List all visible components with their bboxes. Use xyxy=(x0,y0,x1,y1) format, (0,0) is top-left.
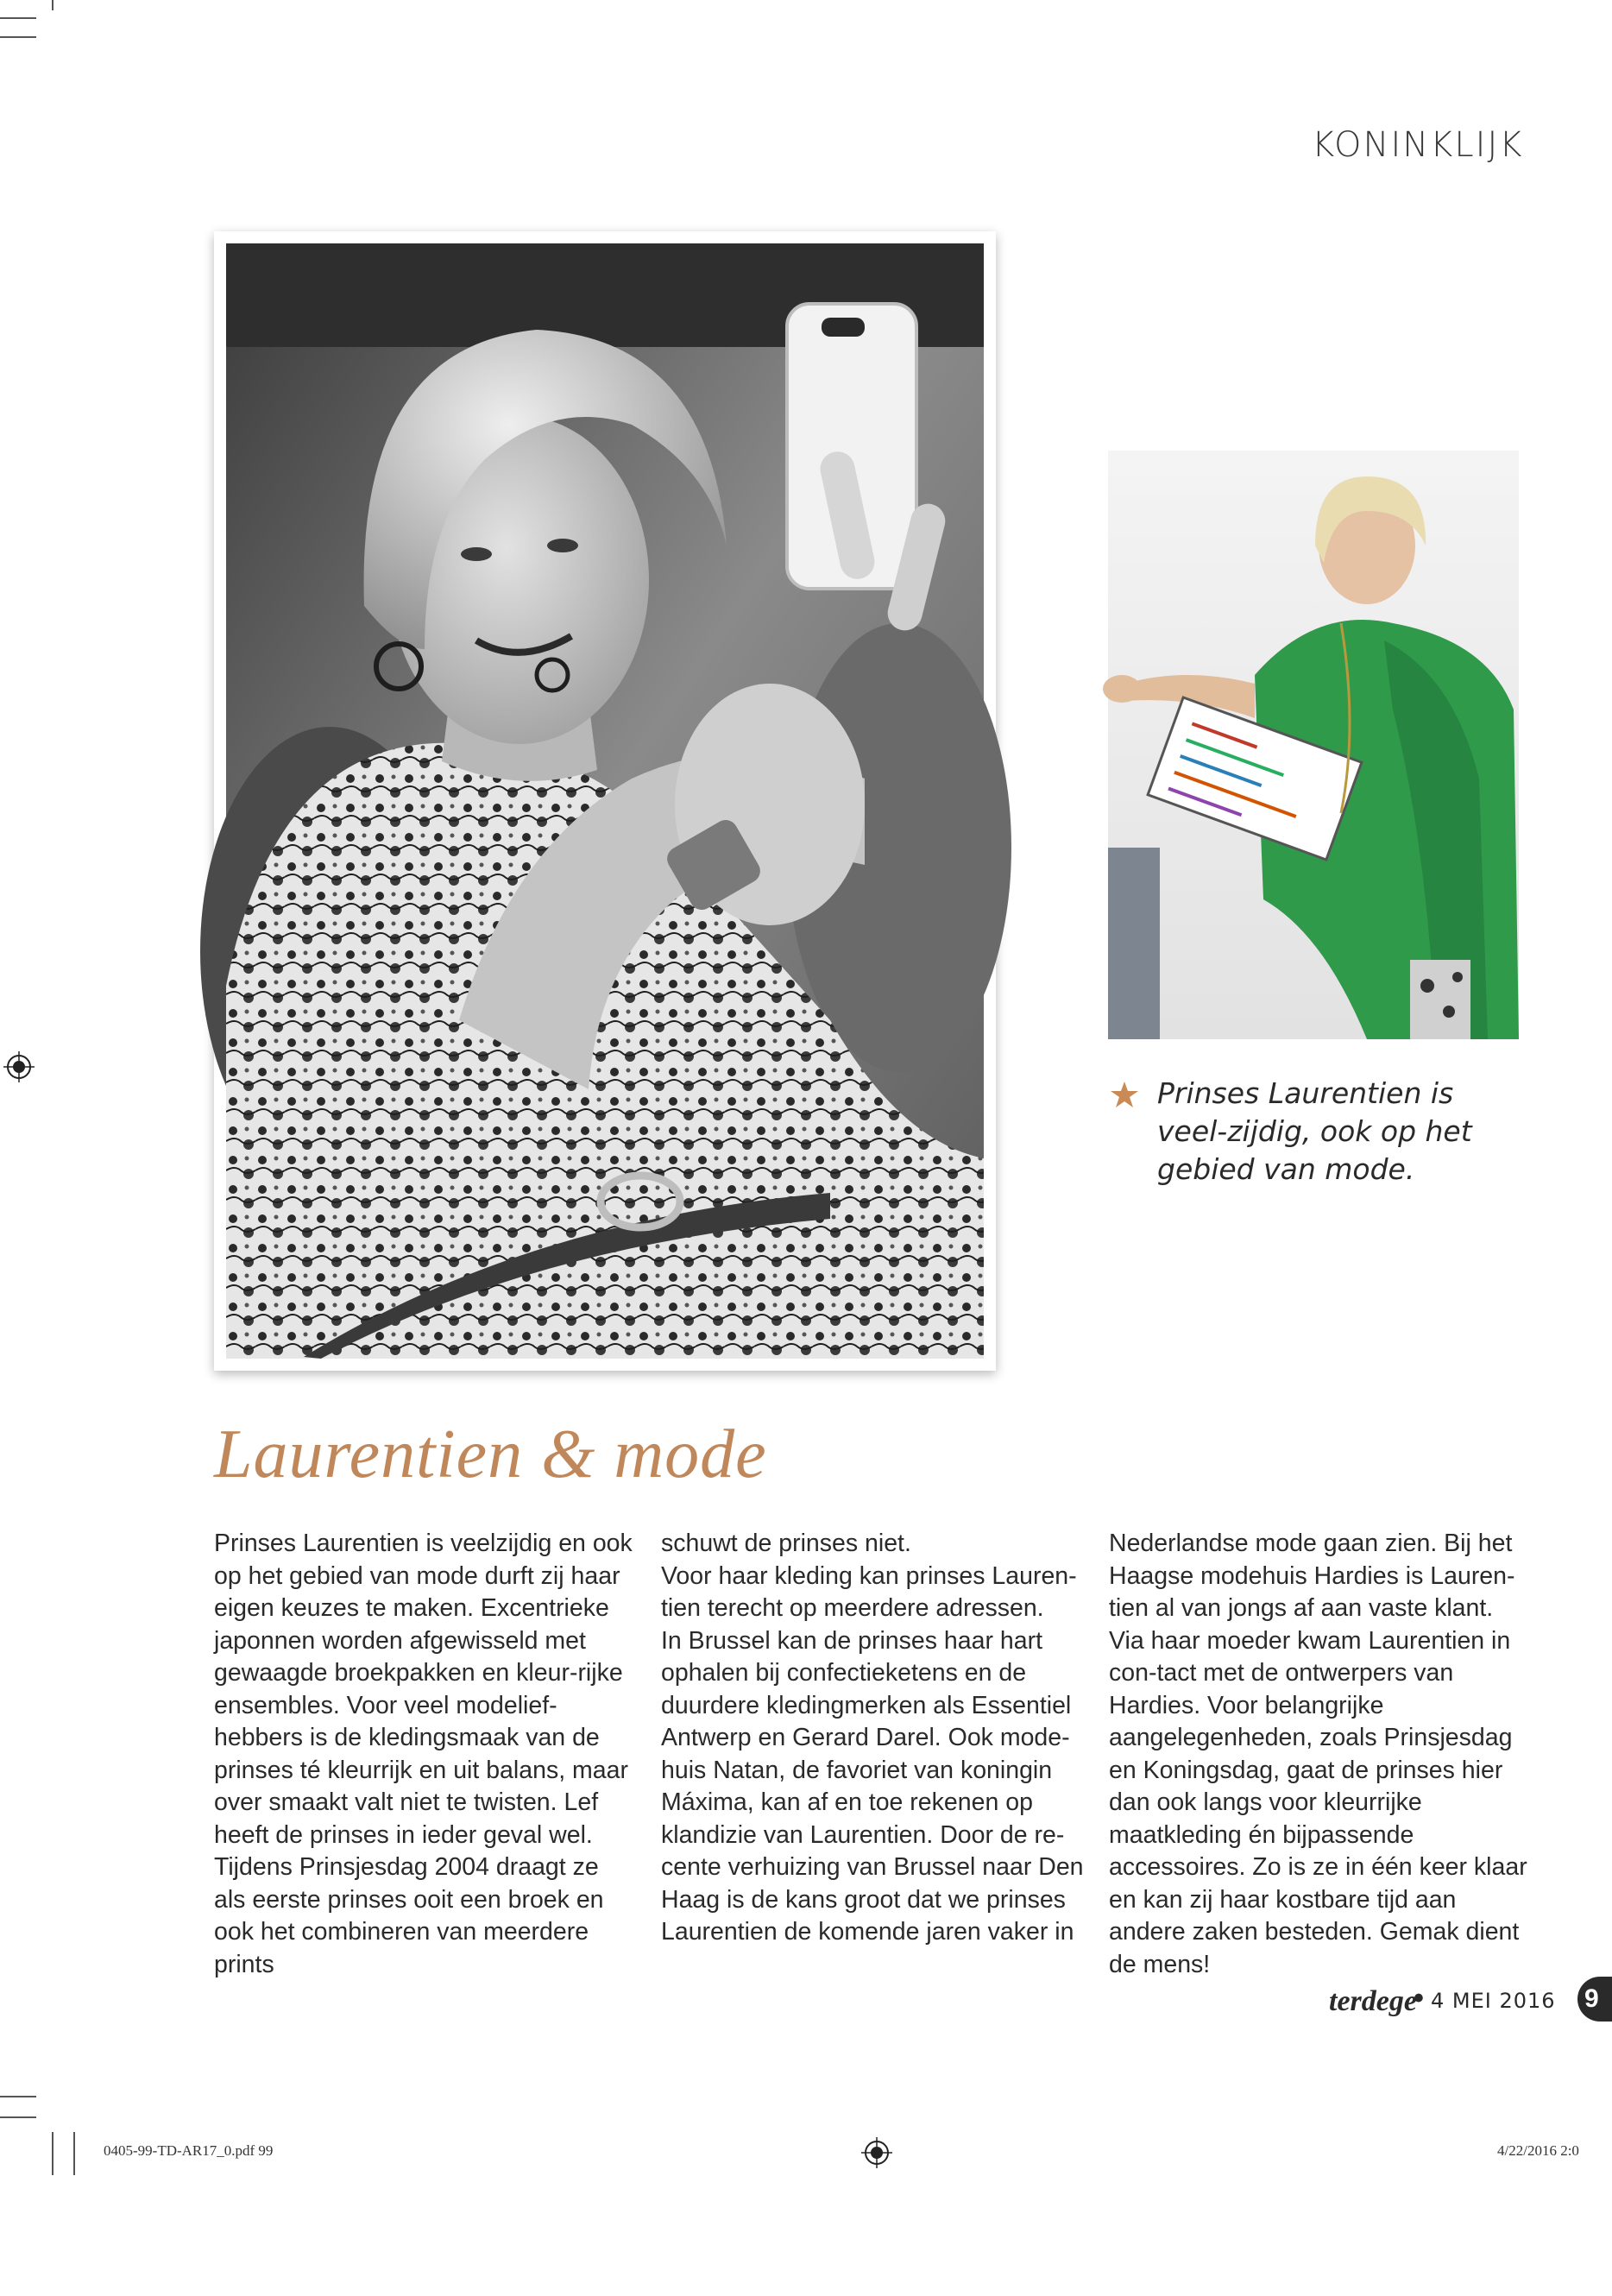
column-paragraph: In Brussel kan de prinses haar hart ophalen bij confectieketens en de duurdere kledingmerken als Essentiel Antwerp en Gerard Darel. Ook mode-huis Natan, de favoriet van koningin Máxima, kan af en toe rekenen op klandizie van Laurentien. Door de re-cente verhuizing van Brussel naar Den Haag is de kans groot dat we prinses Laurentien de komende jaren vaker in xyxy=(661,1626,1084,1946)
article-column-2 xyxy=(661,1528,1084,1949)
print-slug-file: 0405-99-TD-AR17_0.pdf 99 xyxy=(104,2142,274,2159)
crop-mark xyxy=(0,36,36,38)
footer-brand: terdege xyxy=(1329,1985,1417,2017)
page-number-tab: 9 xyxy=(1577,1977,1612,2022)
main-photo xyxy=(226,243,984,1359)
crop-mark xyxy=(73,2132,75,2175)
crop-mark xyxy=(52,0,54,10)
column-paragraph: Voor haar kleding kan prinses Lauren-tien terecht op meerdere adressen. xyxy=(661,1561,1077,1622)
column-paragraph: Nederlandse mode gaan zien. Bij het Haagse modehuis Hardies is Lauren-tien al van jongs af aan vaste klant. Via haar moeder kwam Laurentien in con-tact met de ontwerpers van Hardies. Voor belangrijke aangelegenheden, zoals Prinsjesdag en Koningsdag, gaat de prinses hier dan ook langs voor kleurrijke maatkleding én bijpassende accessoires. Zo is ze in één keer klaar en kan zij haar kostbare tijd aan andere zaken besteden. Gemak dient de mens! xyxy=(1109,1530,1527,1978)
column-paragraph: Prinses Laurentien is veelzijdig en ook op het gebied van mode durft zij haar eigen keuzes te maken. Excentrieke japonnen worden afgewisseld met gewaagde broekpakken en kleur-rijke ensembles. Voor veel modelief-hebbers is de kledingsmaak van de prinses té kleurrijk en uit balans, maar over smaakt valt niet te twisten. Lef heeft de prinses in ieder geval wel. Tijdens Prinsjesdag 2004 draagt ze als eerste prinses ooit een broek en ook het combineren van meerdere prints xyxy=(214,1530,633,1978)
print-slug-date: 4/22/2016 2:0 xyxy=(1497,2142,1579,2159)
caption-text: Prinses Laurentien is veel-zijdig, ook op het gebied van mode. xyxy=(1157,1076,1472,1186)
article-column-3 xyxy=(1109,1528,1532,1981)
article-headline: Laurentien & mode xyxy=(214,1416,767,1492)
registration-mark-icon xyxy=(3,1051,35,1082)
footer-date: 4 MEI 2016 xyxy=(1431,1989,1556,2013)
star-icon xyxy=(1109,1080,1140,1111)
crop-mark xyxy=(0,2096,36,2097)
crop-mark xyxy=(0,17,36,19)
section-label: KONINKLIJK xyxy=(1312,125,1524,165)
crop-mark xyxy=(52,2132,54,2175)
column-paragraph: schuwt de prinses niet. xyxy=(661,1530,911,1557)
main-photo-image xyxy=(226,243,984,1359)
main-photo-frame xyxy=(214,231,996,1371)
crop-mark xyxy=(0,2116,36,2118)
article-column-1 xyxy=(214,1528,637,1981)
footer-separator: • xyxy=(1414,1982,1424,2015)
side-photo-image xyxy=(1108,451,1519,1039)
registration-mark-icon xyxy=(861,2137,892,2168)
side-photo xyxy=(1108,451,1519,1039)
